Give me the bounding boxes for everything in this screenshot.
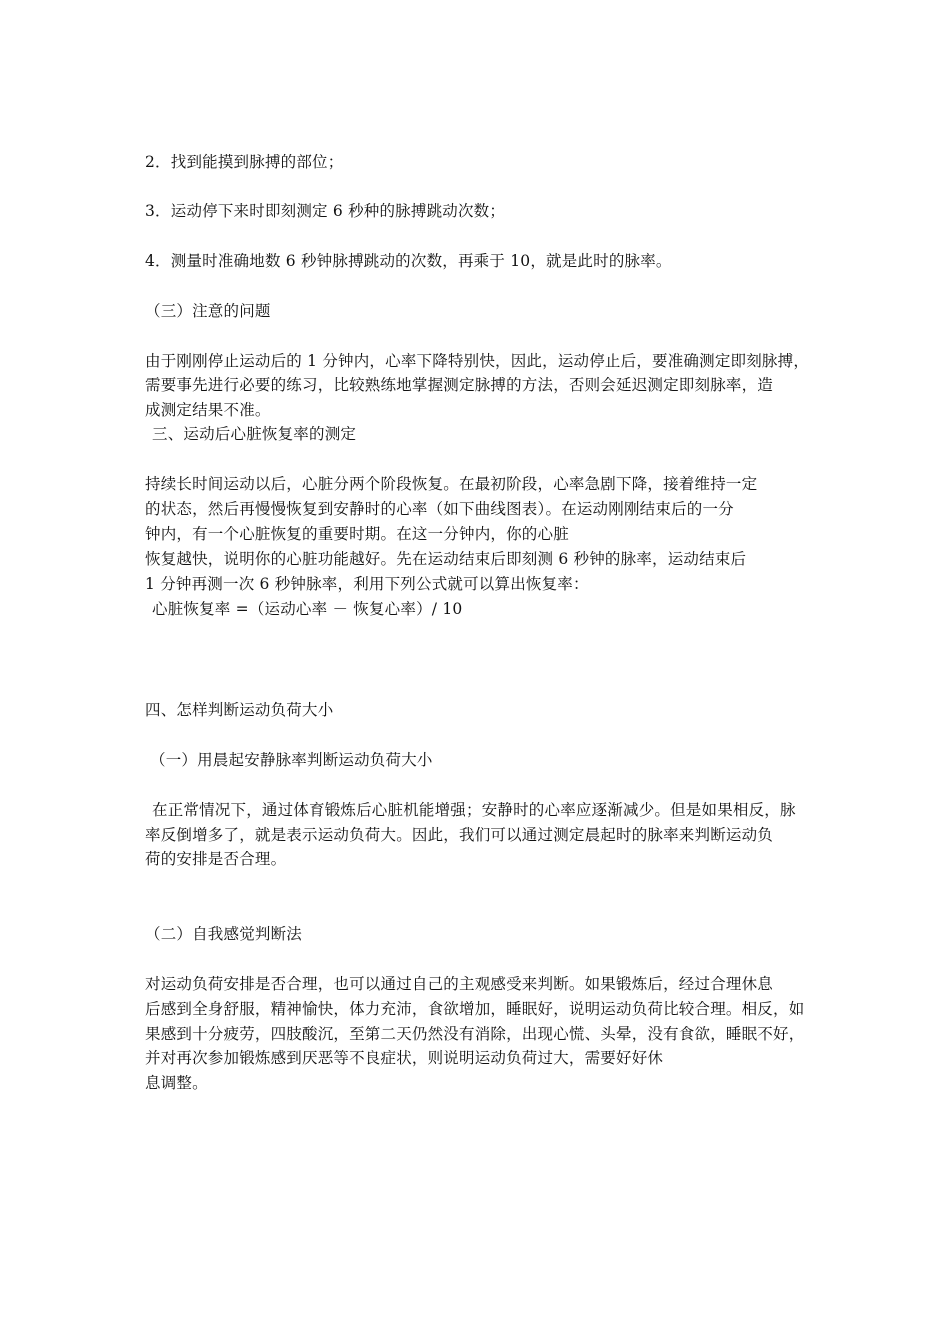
step-4-text: 4．测量时准确地数 6 秒钟脉搏跳动的次数，再乘于 10，就是此时的脉率。 bbox=[145, 252, 672, 270]
attention-line-2: 需要事先进行必要的练习，比较熟练地掌握测定脉搏的方法，否则会延迟测定即刻脉率，造 bbox=[145, 376, 774, 394]
subsection-2-heading: （二）自我感觉判断法 bbox=[145, 925, 303, 943]
subsection-1-heading: （一）用晨起安静脉率判断运动负荷大小 bbox=[150, 751, 433, 769]
subsection-1-line-2: 率反倒增多了，就是表示运动负荷大。因此，我们可以通过测定晨起时的脉率来判断运动负 bbox=[145, 826, 774, 844]
recovery-formula: 心脏恢复率 =（运动心率 － 恢复心率）/ 10 bbox=[152, 600, 463, 618]
section-3-heading: 三、运动后心脏恢复率的测定 bbox=[152, 425, 357, 443]
section-3-line-3: 钟内，有一个心脏恢复的重要时期。在这一分钟内，你的心脏 bbox=[145, 525, 569, 543]
subsection-1-line-1: 在正常情况下，通过体育锻炼后心脏机能增强；安静时的心率应逐渐减少。但是如果相反，脉 bbox=[152, 801, 796, 819]
step-2-text: 2．找到能摸到脉搏的部位； bbox=[145, 153, 344, 171]
step-3-text: 3．运动停下来时即刻测定 6 秒种的脉搏跳动次数； bbox=[145, 202, 506, 220]
section-3-line-1: 持续长时间运动以后，心脏分两个阶段恢复。在最初阶段，心率急剧下降，接着维持一定 bbox=[145, 475, 758, 493]
subsection-2-line-5: 息调整。 bbox=[145, 1074, 208, 1092]
section-3-line-4: 恢复越快，说明你的心脏功能越好。先在运动结束后即刻测 6 秒钟的脉率，运动结束后 bbox=[145, 550, 747, 568]
section-3-line-5: 1 分钟再测一次 6 秒钟脉率，利用下列公式就可以算出恢复率： bbox=[145, 575, 589, 593]
subsection-2-line-3: 果感到十分疲劳，四肢酸沉，至第二天仍然没有消除，出现心慌、头晕，没有食欲，睡眠不好， bbox=[145, 1025, 805, 1043]
subsection-1-line-3: 荷的安排是否合理。 bbox=[145, 850, 287, 868]
attention-heading: （三）注意的问题 bbox=[145, 302, 271, 320]
section-4-heading: 四、怎样判断运动负荷大小 bbox=[145, 701, 334, 719]
attention-line-3: 成测定结果不准。 bbox=[145, 401, 271, 419]
subsection-2-line-2: 后感到全身舒服，精神愉快，体力充沛，食欲增加，睡眠好，说明运动负荷比较合理。相反，如 bbox=[145, 1000, 805, 1018]
section-3-line-2: 的状态，然后再慢慢恢复到安静时的心率（如下曲线图表）。在运动刚刚结束后的一分 bbox=[145, 500, 734, 518]
subsection-2-line-1: 对运动负荷安排是否合理，也可以通过自己的主观感受来判断。如果锻炼后，经过合理休息 bbox=[145, 975, 774, 993]
subsection-2-line-4: 并对再次参加锻炼感到厌恶等不良症状，则说明运动负荷过大，需要好好休 bbox=[145, 1049, 664, 1067]
attention-line-1: 由于刚刚停止运动后的 1 分钟内，心率下降特别快，因此，运动停止后，要准确测定即刻脉搏， bbox=[145, 352, 810, 370]
